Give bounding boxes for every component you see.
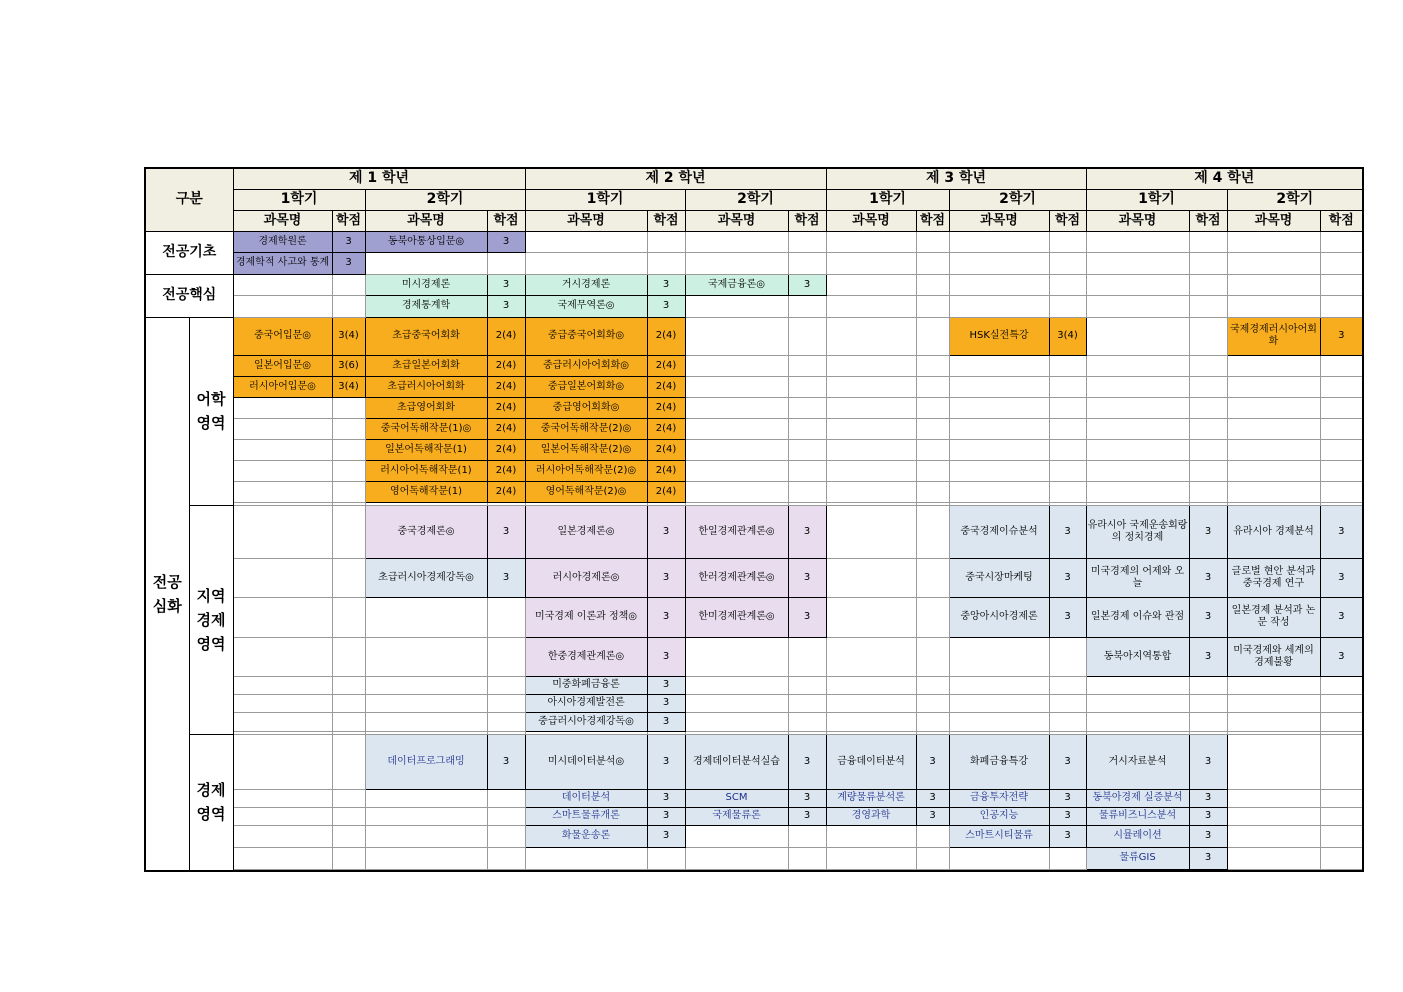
- header-course: 과목명: [525, 210, 647, 231]
- credit-cell: 3: [487, 231, 525, 252]
- course-cell: 일본경제론◎: [525, 505, 647, 558]
- header-y1-semester1: 1학기: [233, 189, 365, 210]
- credit-cell: 3: [916, 789, 949, 807]
- credit-cell: 3: [1320, 317, 1363, 355]
- course-cell: 화폐금융특강: [949, 734, 1049, 789]
- header-course: 과목명: [685, 210, 788, 231]
- course-cell: 중국어독해작문(1)◎: [365, 418, 487, 439]
- course-cell: 중급영어회화◎: [525, 397, 647, 418]
- credit-cell: 3: [487, 505, 525, 558]
- credit-cell: 3: [1320, 597, 1363, 637]
- course-cell: 경영과학: [826, 807, 916, 825]
- credit-cell: 3: [1189, 597, 1227, 637]
- course-cell: 동북아통상입문◎: [365, 231, 487, 252]
- course-cell: 금융데이터분석: [826, 734, 916, 789]
- credit-cell: 3(4): [332, 376, 365, 397]
- course-cell: 미국경제와 세계의 경제불황: [1227, 637, 1320, 676]
- curriculum-table: [144, 167, 1364, 872]
- header-credit: 학점: [647, 210, 685, 231]
- header-course: 과목명: [1227, 210, 1320, 231]
- credit-cell: 3: [1189, 789, 1227, 807]
- credit-cell: 3: [916, 807, 949, 825]
- credit-cell: 3: [788, 558, 826, 597]
- credit-cell: 3: [332, 252, 365, 274]
- course-cell: 러시아어입문◎: [233, 376, 332, 397]
- course-cell: 중앙아시아경제론: [949, 597, 1049, 637]
- credit-cell: 3: [647, 712, 685, 731]
- course-cell: 미국경제 이론과 정책◎: [525, 597, 647, 637]
- course-cell: 영어독해작문(2)◎: [525, 481, 647, 502]
- course-cell: 초급일본어회화: [365, 355, 487, 376]
- credit-cell: 3: [788, 274, 826, 295]
- header-course: 과목명: [233, 210, 332, 231]
- credit-cell: 3: [788, 807, 826, 825]
- course-cell: 아시아경제발전론: [525, 694, 647, 712]
- course-cell: 동북아지역통합: [1086, 637, 1189, 676]
- course-cell: 동북아경제 실증분석: [1086, 789, 1189, 807]
- course-cell: 국제경제러시아어회화: [1227, 317, 1320, 355]
- header-year-4: 제 4 학년: [1086, 168, 1363, 189]
- header-credit: 학점: [916, 210, 949, 231]
- course-cell: 일본어독해작문(2)◎: [525, 439, 647, 460]
- credit-cell: 3: [1049, 825, 1086, 847]
- credit-cell: 2(4): [647, 317, 685, 355]
- course-cell: 중국경제이슈분석: [949, 505, 1049, 558]
- course-cell: 한일경제관계론◎: [685, 505, 788, 558]
- course-cell: SCM: [685, 789, 788, 807]
- course-cell: 미중화폐금융론: [525, 676, 647, 694]
- credit-cell: 3: [1189, 807, 1227, 825]
- credit-cell: 3: [487, 295, 525, 317]
- course-cell: 데이터분석: [525, 789, 647, 807]
- course-cell: 영어독해작문(1): [365, 481, 487, 502]
- credit-cell: 3: [332, 231, 365, 252]
- course-cell: 중급러시아어회화◎: [525, 355, 647, 376]
- credit-cell: 2(4): [647, 481, 685, 502]
- credit-cell: 3: [1320, 558, 1363, 597]
- course-cell: 스마트물류개론: [525, 807, 647, 825]
- credit-cell: 3: [1049, 505, 1086, 558]
- credit-cell: 3(6): [332, 355, 365, 376]
- credit-cell: 3(4): [1049, 317, 1086, 355]
- header-credit: 학점: [1049, 210, 1086, 231]
- course-cell: 일본경제 분석과 논문 작성: [1227, 597, 1320, 637]
- credit-cell: 3(4): [332, 317, 365, 355]
- credit-cell: 3: [1049, 789, 1086, 807]
- header-y3-semester2: 2학기: [949, 189, 1086, 210]
- course-cell: 한미경제관계론◎: [685, 597, 788, 637]
- category-language: 어학 영역: [189, 317, 233, 505]
- course-cell: HSK실전특강: [949, 317, 1049, 355]
- course-cell: 경제데이터분석실습: [685, 734, 788, 789]
- header-y1-semester2: 2학기: [365, 189, 525, 210]
- course-cell: 미시경제론: [365, 274, 487, 295]
- course-cell: 일본경제 이슈와 관점: [1086, 597, 1189, 637]
- header-credit: 학점: [332, 210, 365, 231]
- course-cell: 경제학적 사고와 통계: [233, 252, 332, 274]
- credit-cell: 2(4): [487, 418, 525, 439]
- course-cell: 초급러시아어회화: [365, 376, 487, 397]
- course-cell: 일본어독해작문(1): [365, 439, 487, 460]
- course-cell: 데이터프로그래밍: [365, 734, 487, 789]
- category-basic: 전공기초: [145, 231, 233, 274]
- credit-cell: 3: [1049, 597, 1086, 637]
- course-cell: 한중경제관계론◎: [525, 637, 647, 676]
- course-cell: 중국어독해작문(2)◎: [525, 418, 647, 439]
- category-region: 지역 경제 영역: [189, 505, 233, 734]
- credit-cell: 2(4): [647, 376, 685, 397]
- credit-cell: 3: [1320, 505, 1363, 558]
- course-cell: 중국경제론◎: [365, 505, 487, 558]
- credit-cell: 2(4): [647, 460, 685, 481]
- course-cell: 중급러시아경제강독◎: [525, 712, 647, 731]
- course-cell: 거시자료분석: [1086, 734, 1189, 789]
- credit-cell: 3: [647, 274, 685, 295]
- course-cell: 한러경제관계론◎: [685, 558, 788, 597]
- category-core: 전공핵심: [145, 274, 233, 317]
- course-cell: 러시아어독해작문(2)◎: [525, 460, 647, 481]
- credit-cell: 2(4): [487, 397, 525, 418]
- credit-cell: 3: [1189, 558, 1227, 597]
- credit-cell: 3: [487, 558, 525, 597]
- header-year-3: 제 3 학년: [826, 168, 1086, 189]
- credit-cell: 2(4): [487, 376, 525, 397]
- credit-cell: 3: [1189, 847, 1227, 869]
- course-cell: 유라시아 국제운송회랑의 정치경제: [1086, 505, 1189, 558]
- credit-cell: 2(4): [647, 418, 685, 439]
- header-course: 과목명: [949, 210, 1049, 231]
- category-advanced: 전공 심화: [145, 317, 189, 871]
- header-credit: 학점: [788, 210, 826, 231]
- course-cell: 유라시아 경제분석: [1227, 505, 1320, 558]
- credit-cell: 3: [1189, 734, 1227, 789]
- credit-cell: 3: [1189, 637, 1227, 676]
- course-cell: 중급일본어회화◎: [525, 376, 647, 397]
- header-y4-semester2: 2학기: [1227, 189, 1363, 210]
- credit-cell: 3: [1049, 734, 1086, 789]
- credit-cell: 3: [916, 734, 949, 789]
- course-cell: 금융투자전략: [949, 789, 1049, 807]
- header-y2-semester2: 2학기: [685, 189, 826, 210]
- course-cell: 화물운송론: [525, 825, 647, 847]
- course-cell: 글로벌 현안 분석과 중국경제 연구: [1227, 558, 1320, 597]
- header-course: 과목명: [1086, 210, 1189, 231]
- course-cell: 스마트시티물류: [949, 825, 1049, 847]
- course-cell: 경제통계학: [365, 295, 487, 317]
- credit-cell: 3: [788, 597, 826, 637]
- header-y4-semester1: 1학기: [1086, 189, 1227, 210]
- course-cell: 시뮬레이션: [1086, 825, 1189, 847]
- credit-cell: 3: [788, 789, 826, 807]
- credit-cell: 3: [647, 825, 685, 847]
- credit-cell: 2(4): [487, 460, 525, 481]
- credit-cell: 2(4): [647, 355, 685, 376]
- credit-cell: 2(4): [487, 317, 525, 355]
- credit-cell: 3: [1189, 505, 1227, 558]
- course-cell: 거시경제론: [525, 274, 647, 295]
- credit-cell: 3: [647, 637, 685, 676]
- category-economics: 경제 영역: [189, 734, 233, 871]
- credit-cell: 2(4): [487, 481, 525, 502]
- course-cell: 미시데이터분석◎: [525, 734, 647, 789]
- header-credit: 학점: [1320, 210, 1363, 231]
- course-cell: 물류GIS: [1086, 847, 1189, 869]
- header-year-2: 제 2 학년: [525, 168, 826, 189]
- course-cell: 미국경제의 어제와 오늘: [1086, 558, 1189, 597]
- course-cell: 초급러시아경제강독◎: [365, 558, 487, 597]
- credit-cell: 3: [647, 597, 685, 637]
- course-cell: 계량물류분석론: [826, 789, 916, 807]
- course-cell: 일본어입문◎: [233, 355, 332, 376]
- credit-cell: 3: [487, 274, 525, 295]
- header-y3-semester1: 1학기: [826, 189, 949, 210]
- header-year-1: 제 1 학년: [233, 168, 525, 189]
- credit-cell: 3: [1189, 825, 1227, 847]
- header-course: 과목명: [365, 210, 487, 231]
- header-credit: 학점: [1189, 210, 1227, 231]
- credit-cell: 2(4): [487, 439, 525, 460]
- credit-cell: 3: [647, 676, 685, 694]
- credit-cell: 2(4): [487, 355, 525, 376]
- course-cell: 국제무역론◎: [525, 295, 647, 317]
- credit-cell: 3: [647, 558, 685, 597]
- course-cell: 초급중국어회화: [365, 317, 487, 355]
- credit-cell: 2(4): [647, 439, 685, 460]
- course-cell: 인공지능: [949, 807, 1049, 825]
- credit-cell: 3: [1049, 807, 1086, 825]
- header-credit: 학점: [487, 210, 525, 231]
- credit-cell: 3: [647, 807, 685, 825]
- credit-cell: 3: [647, 295, 685, 317]
- credit-cell: 3: [487, 734, 525, 789]
- course-cell: 중국어입문◎: [233, 317, 332, 355]
- course-cell: 러시아어독해작문(1): [365, 460, 487, 481]
- credit-cell: 3: [647, 505, 685, 558]
- credit-cell: 3: [647, 734, 685, 789]
- course-cell: 국제물류론: [685, 807, 788, 825]
- course-cell: 중국시장마케팅: [949, 558, 1049, 597]
- header-course: 과목명: [826, 210, 916, 231]
- header-category: 구분: [145, 168, 233, 231]
- credit-cell: 3: [647, 694, 685, 712]
- credit-cell: 3: [647, 789, 685, 807]
- header-y2-semester1: 1학기: [525, 189, 685, 210]
- course-cell: 물류비즈니스분석: [1086, 807, 1189, 825]
- credit-cell: 3: [1049, 558, 1086, 597]
- credit-cell: 3: [1320, 637, 1363, 676]
- course-cell: 초급영어회화: [365, 397, 487, 418]
- course-cell: 국제금융론◎: [685, 274, 788, 295]
- course-cell: 경제학원론: [233, 231, 332, 252]
- credit-cell: 3: [788, 505, 826, 558]
- course-cell: 러시아경제론◎: [525, 558, 647, 597]
- credit-cell: 3: [788, 734, 826, 789]
- credit-cell: 2(4): [647, 397, 685, 418]
- course-cell: 중급중국어회화◎: [525, 317, 647, 355]
